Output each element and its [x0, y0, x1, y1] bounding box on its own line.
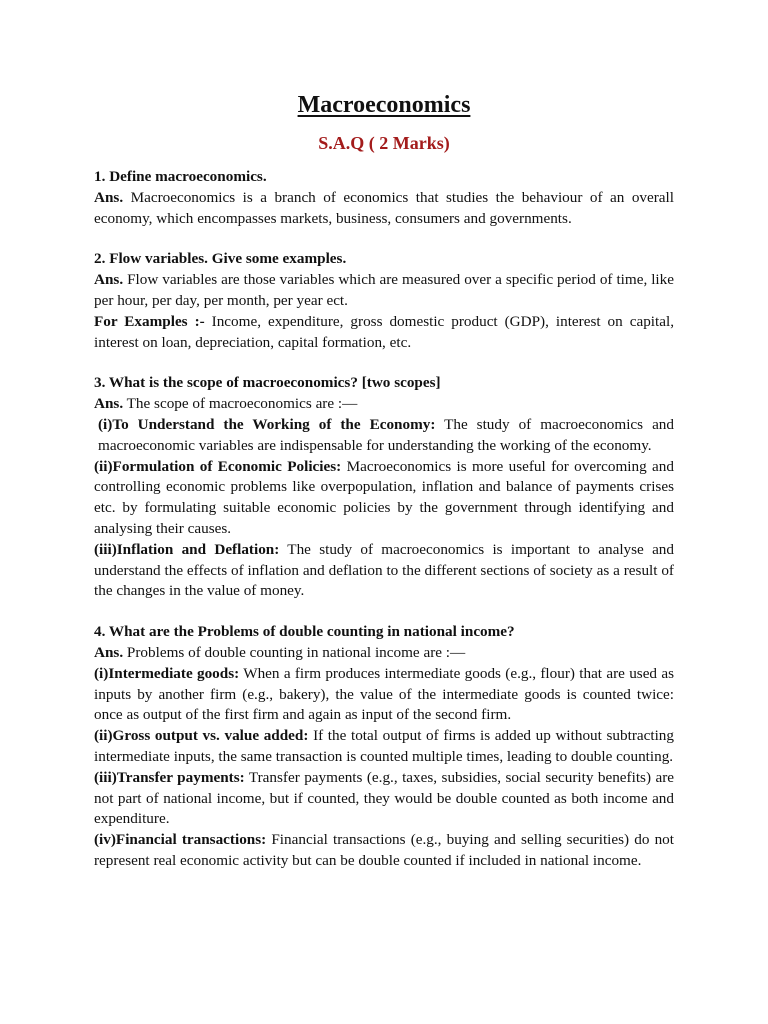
answer-text: Problems of double counting in national income are :— — [123, 643, 466, 661]
page-subtitle: S.A.Q ( 2 Marks) — [318, 133, 450, 153]
question-3-answer — [94, 394, 674, 415]
point-text: The study of macroeconomics and macroeconomic variables are indispensable for understanding the working of the economy. — [98, 415, 674, 454]
problem-point — [94, 664, 674, 726]
point-text: The study of macroeconomics is important to analyse and understand the effects of inflation and deflation to the different sections of society as a result of the changes in the value of money. — [94, 540, 674, 600]
point-label: (i)To Understand the Working of the Economy: — [98, 415, 436, 433]
point-text: Macroeconomics is more useful for overcoming and controlling economic problems like overpopulation, inflation and balance of payments crises etc. by formulating suitable economic policies by the government through identifying and analysing their causes. — [94, 457, 674, 537]
scope-point — [94, 540, 674, 602]
question-4 — [94, 622, 674, 872]
page-title: Macroeconomics — [297, 92, 471, 118]
answer-label: Ans. — [94, 643, 124, 661]
point-text: Financial transactions (e.g., buying and selling securities) do not represent real economic activity but can be double counted if included in national income. — [94, 831, 674, 869]
point-text: When a firm produces intermediate goods (e.g., flour) that are used as inputs by another firm (e.g., bakery), the value of the intermediate goods is counted twice: once as output of the first firm and again as input of the second firm. — [94, 664, 674, 724]
question-2 — [94, 249, 674, 353]
scope-point — [94, 457, 674, 540]
problem-point — [94, 768, 674, 830]
point-label: (i)Intermediate goods: — [94, 664, 240, 682]
answer-text: Flow variables are those variables which are measured over a specific period of time, like per hour, per day, per month, per year ect. — [94, 271, 674, 309]
point-label: (ii)Gross output vs. value added: — [94, 727, 309, 745]
answer-label: Ans. — [94, 188, 124, 206]
point-label: (iii)Transfer payments: — [94, 768, 245, 786]
question-3-heading: 3. What is the scope of macroeconomics? [two scopes] — [94, 374, 441, 392]
question-4-answer — [94, 643, 674, 664]
question-4-heading: 4. What are the Problems of double counting in national income? — [94, 623, 515, 641]
question-2-heading: 2. Flow variables. Give some examples. — [94, 250, 347, 268]
scope-point — [94, 415, 674, 457]
point-label: (iv)Financial transactions: — [94, 831, 267, 849]
question-2-answer — [94, 270, 674, 312]
question-1 — [94, 167, 674, 229]
point-text: Transfer payments (e.g., taxes, subsidies, social security benefits) are not part of national income, but if counted, they would be double counted as both income and expenditure. — [94, 768, 674, 828]
examples-text: Income, expenditure, gross domestic product (GDP), interest on capital, interest on loan, depreciation, capital formation, etc. — [94, 312, 674, 351]
examples-label: For Examples :- — [94, 312, 205, 330]
question-2-examples — [94, 312, 674, 354]
question-3 — [94, 373, 674, 602]
answer-text: The scope of macroeconomics are :— — [123, 395, 358, 413]
question-1-answer — [94, 188, 674, 230]
problem-point — [94, 830, 674, 872]
problem-point — [94, 726, 674, 768]
point-label: (iii)Inflation and Deflation: — [94, 540, 280, 558]
answer-label: Ans. — [94, 395, 124, 413]
answer-text: Macroeconomics is a branch of economics that studies the behaviour of an overall economy, which encompasses markets, business, consumers and governments. — [94, 188, 674, 227]
answer-label: Ans. — [94, 271, 124, 289]
point-text: If the total output of firms is added up without subtracting intermediate inputs, the same transaction is counted multiple times, leading to double counting. — [94, 727, 674, 765]
question-1-heading: 1. Define macroeconomics. — [94, 168, 267, 185]
point-label: (ii)Formulation of Economic Policies: — [94, 457, 342, 475]
